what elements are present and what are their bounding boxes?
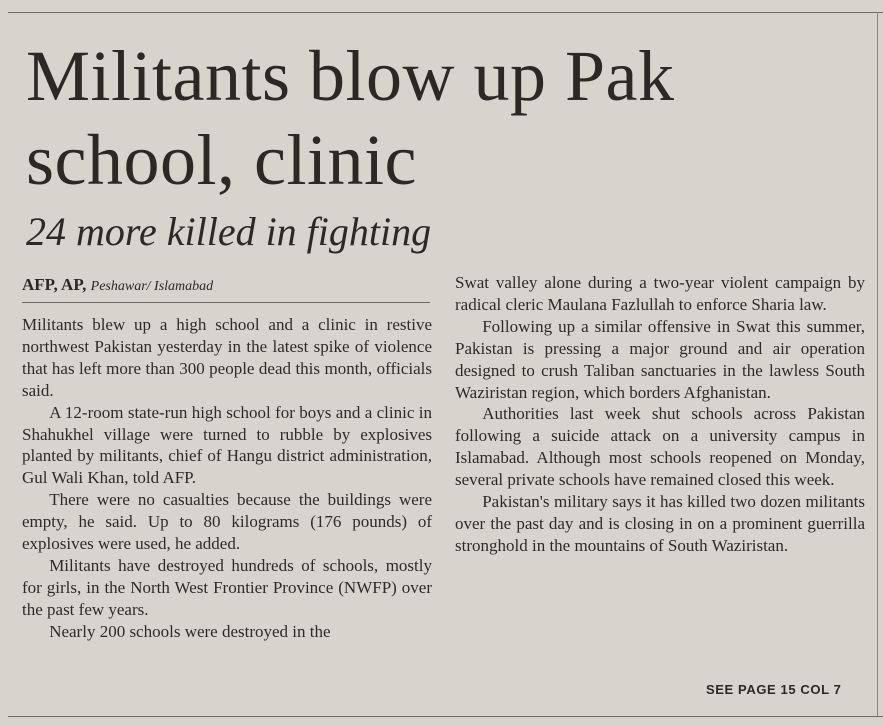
paragraph: Swat valley alone during a two-year violent campaign by radical cleric Maulana Fazlullah to enforce Sharia law.	[455, 273, 865, 314]
left-column	[22, 314, 432, 643]
bottom-rule	[8, 716, 883, 717]
headline: Militants blow up Pak school, clinic	[26, 36, 675, 200]
top-rule	[8, 12, 883, 13]
paragraph: Pakistan's military says it has killed two dozen militants over the past day and is closing in on a prominent guerrilla stronghold in the mountains of South Waziristan.	[455, 492, 865, 555]
paragraph: Militants blew up a high school and a clinic in restive northwest Pakistan yesterday in the latest spike of violence that has left more than 300 people dead this month, officials said.	[22, 315, 432, 400]
right-column	[455, 272, 865, 557]
paragraph: There were no casualties because the buildings were empty, he said. Up to 80 kilograms (176 pounds) of explosives were used, he added.	[22, 490, 432, 554]
paragraph: Militants have destroyed hundreds of schools, mostly for girls, in the North West Frontier Province (NWFP) over the past few years.	[22, 555, 432, 619]
byline-rule	[22, 302, 430, 303]
subheadline: 24 more killed in fighting	[26, 209, 432, 254]
paragraph: Nearly 200 schools were destroyed in the	[49, 621, 331, 641]
paragraph: A 12-room state-run high school for boys and a clinic in Shahukhel village were turned to rubble by explosives planted by militants, chief of Hangu district administration, Gul Wali Khan, told AFP.	[22, 402, 432, 488]
right-column-rule	[877, 12, 878, 716]
paragraph: Authorities last week shut schools across Pakistan following a suicide attack on a university campus in Islamabad. Although most schools reopened on Monday, several private schools have remained closed this week.	[455, 404, 865, 490]
byline	[22, 273, 432, 299]
byline-place: Peshawar/ Islamabad	[90, 279, 214, 294]
byline-agencies: AFP, AP,	[22, 275, 87, 294]
continued-on-page-link[interactable]: SEE PAGE 15 COL 7	[706, 682, 842, 697]
paragraph: Following up a similar offensive in Swat this summer, Pakistan is pressing a major ground and air operation designed to crush Taliban sanctuaries in the lawless South Waziristan region, which borders Afghanistan.	[455, 316, 865, 402]
